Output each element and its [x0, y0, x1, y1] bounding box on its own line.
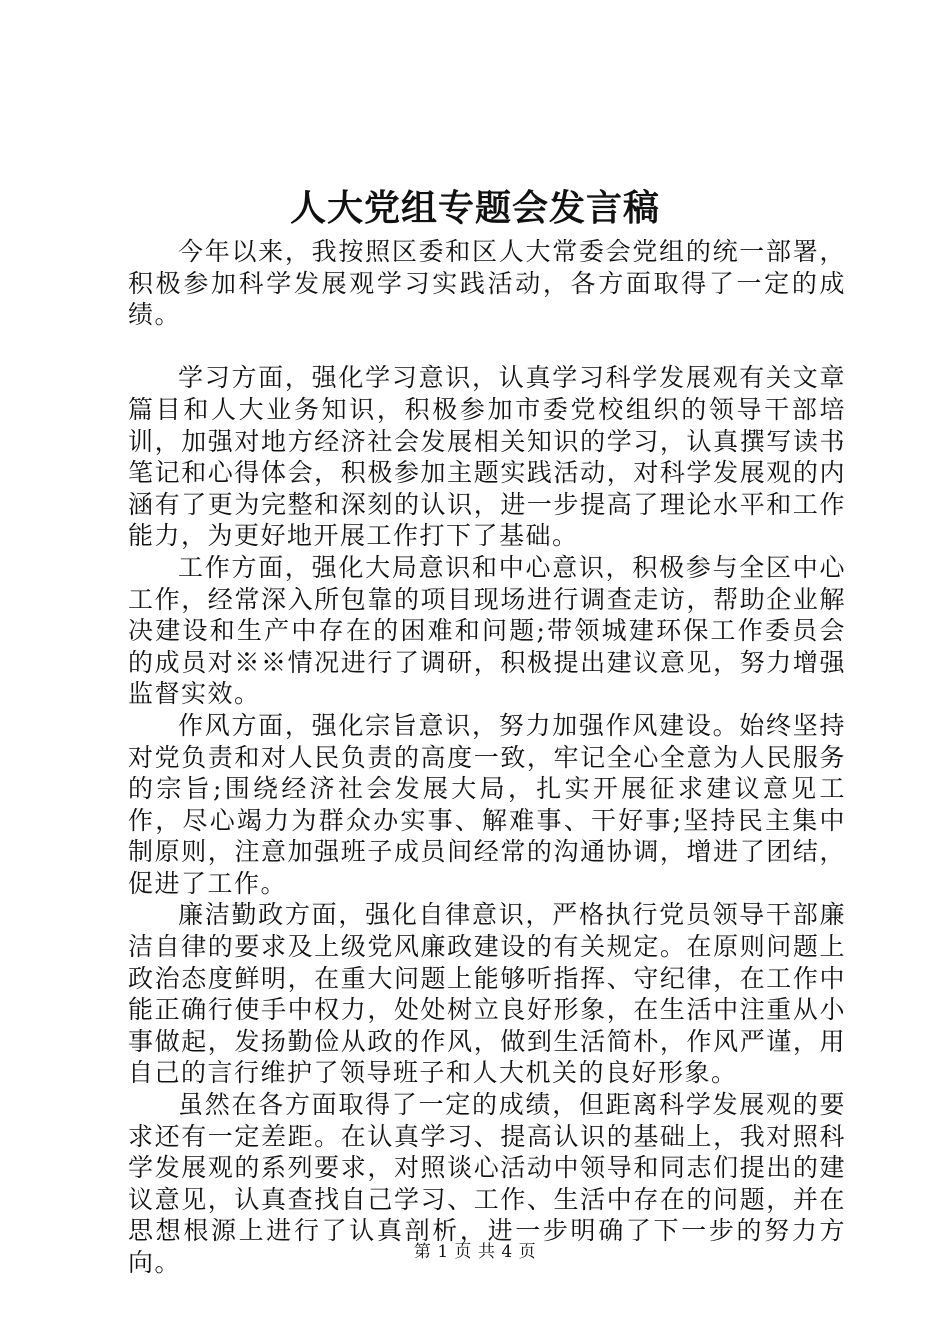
page-number-footer: 第 1 页 共 4 页 [413, 1242, 537, 1262]
document-title: 人大党组专题会发言稿 [289, 187, 660, 229]
paragraph-integrity: 廉洁勤政方面，强化自律意识，严格执行党员领导干部廉洁自律的要求及上级党风廉政建设的有关规定。在原则问题上政治态度鲜明，在重大问题上能够听指挥、守纪律，在工作中能正确行使手中权力，处处树立良好形象，在生活中注重从小事做起，发扬勤俭从政的作风，做到生活简朴，作风严谨，用自己的言行维护了领导班子和人大机关的良好形象。 [128, 900, 846, 1088]
paragraph-shortcomings: 虽然在各方面取得了一定的成绩，但距离科学发展观的要求还有一定差距。在认真学习、提高认识的基础上，我对照科学发展观的系列要求，对照谈心活动中领导和同志们提出的建议意见，认真查找自己学习、工作、生活中存在的问题，并在思想根源上进行了认真剖析，进一步明确了下一步的努力方向。 [128, 1090, 846, 1277]
paragraph-intro: 今年以来，我按照区委和区人大常委会党组的统一部署，积极参加科学发展观学习实践活动，各方面取得了一定的成绩。 [128, 237, 846, 330]
paragraph-work: 工作方面，强化大局意识和中心意识，积极参与全区中心工作，经常深入所包靠的项目现场进行调查走访，帮助企业解决建设和生产中存在的困难和问题;带领城建环保工作委员会的成员对※※情况进行了调研，积极提出建议意见，努力增强监督实效。 [128, 552, 846, 709]
document-body [128, 236, 846, 1279]
paragraph-study: 学习方面，强化学习意识，认真学习科学发展观有关文章篇目和人大业务知识，积极参加市委党校组织的领导干部培训，加强对地方经济社会发展相关知识的学习，认真撰写读书笔记和心得体会，积极参加主题实践活动，对科学发展观的内涵有了更为完整和深刻的认识，进一步提高了理论水平和工作能力，为更好地开展工作打下了基础。 [128, 363, 846, 551]
paragraph-style: 作风方面，强化宗旨意识，努力加强作风建设。始终坚持对党负责和对人民负责的高度一致，牢记全心全意为人民服务的宗旨;围绕经济社会发展大局，扎实开展征求建议意见工作，尽心竭力为群众办实事、解难事、干好事;坚持民主集中制原则，注意加强班子成员间经常的沟通协调，增进了团结，促进了工作。 [128, 710, 846, 898]
